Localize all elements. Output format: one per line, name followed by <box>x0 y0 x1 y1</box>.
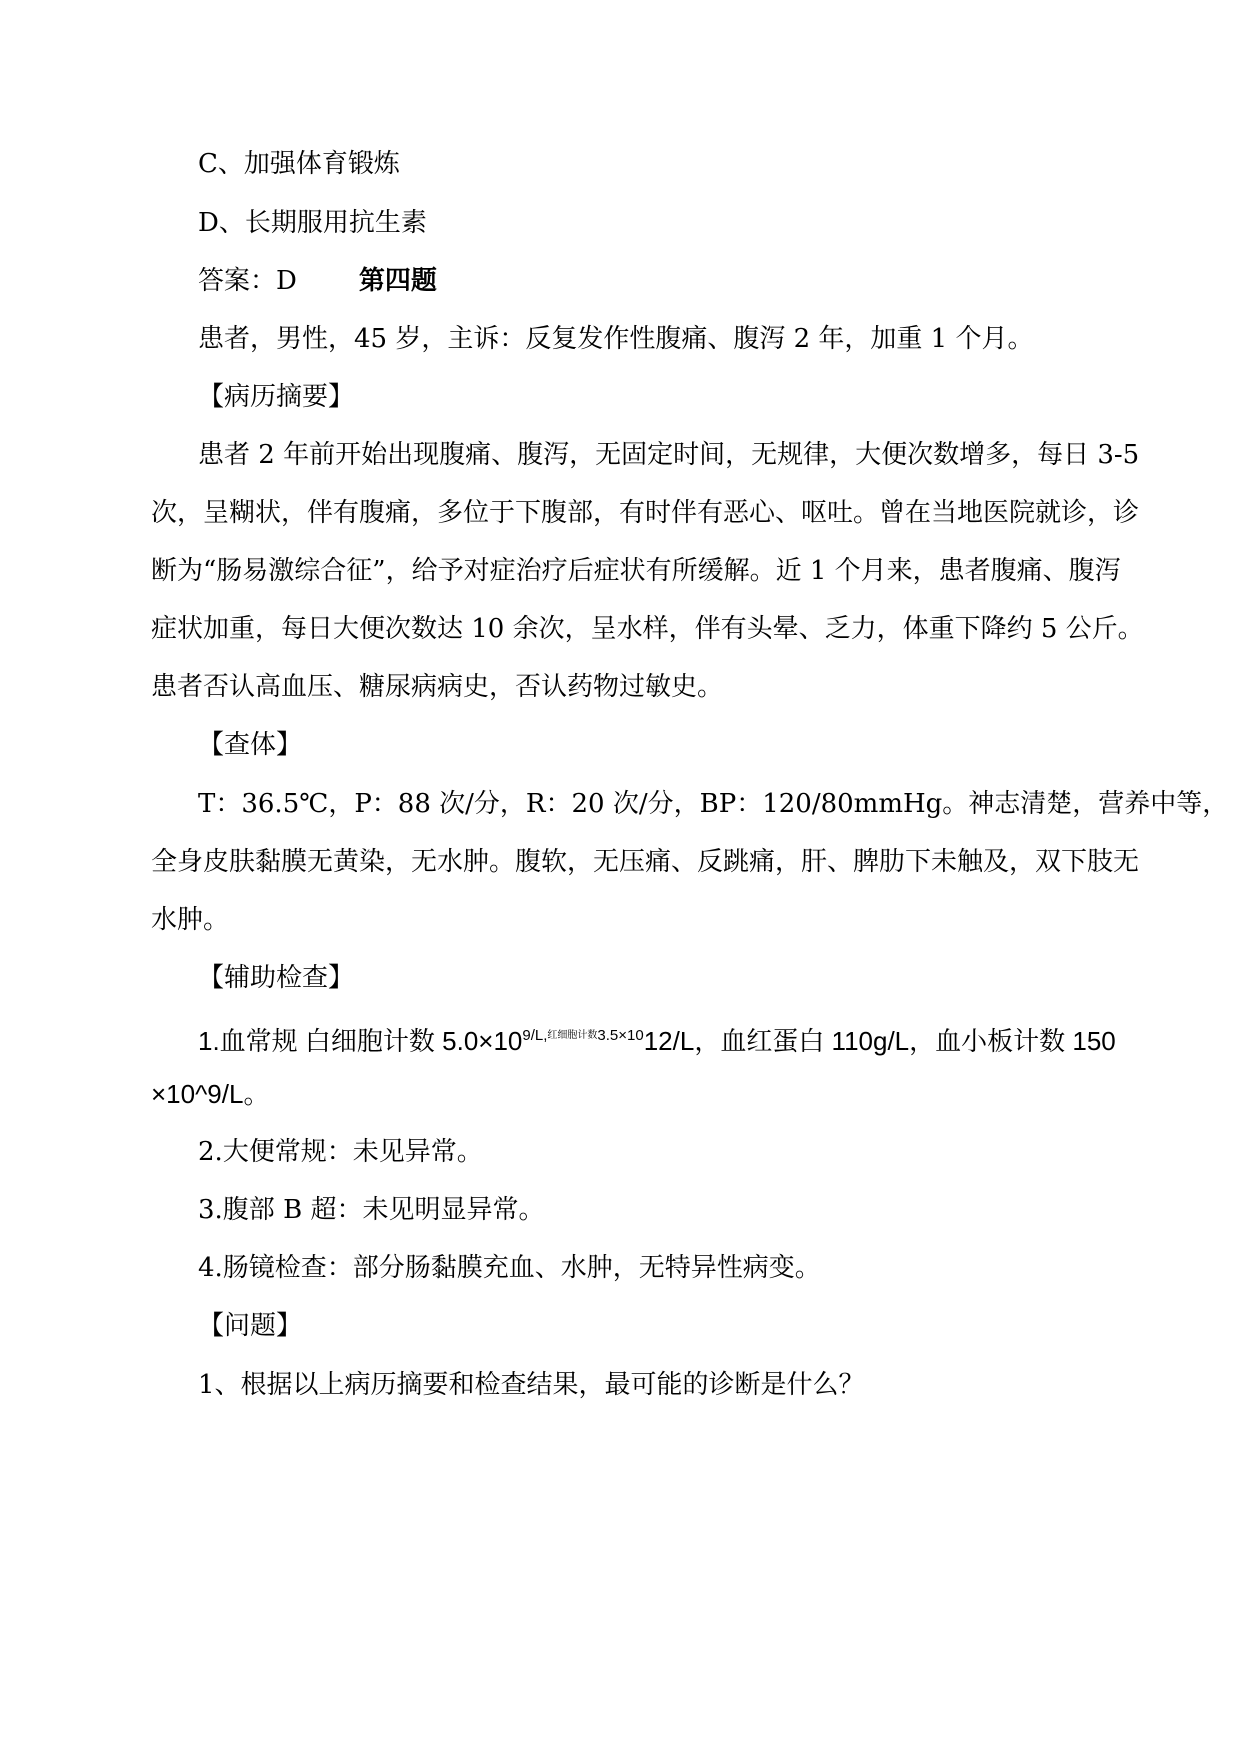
aux-item-colonoscopy: 4.肠镜检查：部分肠黏膜充血、水肿，无特异性病变。 <box>198 1253 821 1283</box>
aux-item-blood-routine: 1.血常规 白细胞计数 $5.0\times 10^{9/L,红细胞计数3.5\times 10}12/L$，血红蛋白 110g/L，血小板计数 150 <box>198 1026 1116 1056</box>
history-line: 症状加重，每日大便次数达 10 余次，呈水样，伴有头晕、乏力，体重下降约 5 公斤。 <box>151 614 1144 644</box>
chief-complaint: 患者，男性，45 岁，主诉：反复发作性腹痛、腹泻 2 年，加重 1 个月。 <box>198 324 1034 354</box>
exam-heading: 【查体】 <box>198 730 303 760</box>
answer-label: 答案：D <box>198 266 297 296</box>
history-heading: 【病历摘要】 <box>198 382 355 412</box>
history-line: 患者否认高血压、糖尿病病史，否认药物过敏史。 <box>151 672 724 702</box>
aux-item-stool: 2.大便常规：未见异常。 <box>198 1137 483 1167</box>
option-c: C、加强体育锻炼 <box>198 149 400 179</box>
question-title: 第四题 <box>358 266 437 296</box>
history-line: 次，呈糊状，伴有腹痛，多位于下腹部，有时伴有恶心、呕吐。曾在当地医院就诊，诊 <box>151 498 1140 528</box>
aux-item-blood-routine-cont: ×10^9/L。 <box>151 1079 270 1109</box>
answer-line <box>198 264 437 298</box>
aux-item-ultrasound: 3.腹部 B 超：未见明显异常。 <box>198 1195 545 1225</box>
history-line: 患者 2 年前开始出现腹痛、腹泻，无固定时间，无规律，大便次数增多，每日 3-5 <box>198 440 1140 470</box>
question-item: 1、根据以上病历摘要和检查结果，最可能的诊断是什么？ <box>198 1370 865 1400</box>
exam-line: 全身皮肤黏膜无黄染，无水肿。腹软，无压痛、反跳痛，肝、脾肋下未触及，双下肢无 <box>151 847 1140 877</box>
history-line: 断为“肠易激综合征”，给予对症治疗后症状有所缓解。近 1 个月来，患者腹痛、腹泻 <box>151 556 1121 586</box>
option-d: D、长期服用抗生素 <box>198 208 427 238</box>
question-heading: 【问题】 <box>198 1311 303 1341</box>
aux-heading: 【辅助检查】 <box>198 963 355 993</box>
exam-line: 水肿。 <box>151 905 230 935</box>
exam-line: T：36.5℃，P：88 次/分，R：20 次/分，BP：120/80mmHg。神志清楚，营养中等， <box>198 789 1229 819</box>
